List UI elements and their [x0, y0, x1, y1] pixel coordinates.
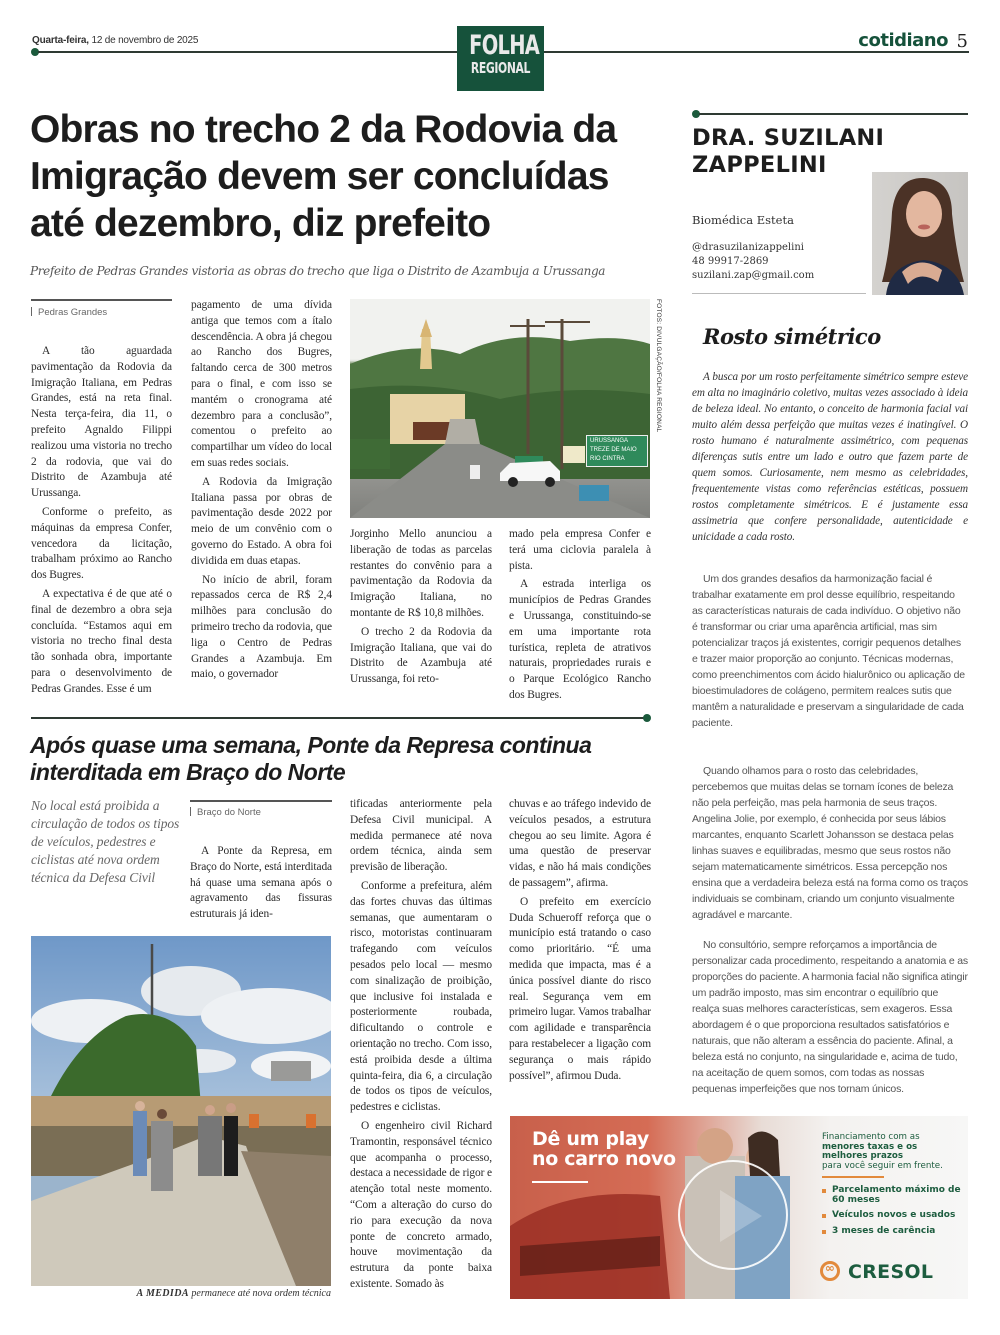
folha-regional-logo[interactable] [457, 26, 544, 91]
cresol-logo[interactable] [820, 1261, 933, 1283]
ad-headline-1: Dê um play [532, 1128, 649, 1150]
column-body-1 [692, 571, 968, 731]
paragraph: O engenheiro civil Richard Tramontin, responsável técnico que acompanha o processo, destaca a necessidade de rigor e atenção total neste momento. “Com a alteração do curso do rio para execução da nova ponte de concreto armado, houve movimentação da estrutura da ponte baixa existente. Somado às [350, 1119, 492, 1290]
column-title: Rosto simétrico [703, 324, 881, 349]
cresol-symbol-icon [820, 1261, 840, 1281]
paragraph: Um dos grandes desafios da harmonização facial é trabalhar exatamente em prol desse equilíbrio, respeitando as características naturais de cada indivíduo. O objetivo não é transformar ou criar uma aparência artificial, mas sim potencializar traços já existentes, corrigir pequenos detalhes e trazer maior proporção ao conjunto. Técnicas modernas, como preenchimentos com ácido hialurônico ou aplicação de bioestimuladores de colágeno, permitem realces sutis que mantêm a naturalidade e preservam a singularidade de cada paciente. [692, 573, 965, 729]
kicker-bar [190, 807, 191, 816]
paragraph: A Ponte da Represa, em Braço do Norte, está interditada há quase uma semana após o agravamento das fissuras estruturais já iden- [190, 845, 332, 921]
fin-bold-2: melhores prazos [822, 1151, 904, 1161]
logo-line-2: REGIONAL [470, 59, 531, 77]
story1-photo[interactable] [350, 299, 650, 518]
kicker-text: Braço do Norte [197, 807, 261, 818]
story2-kicker-rule [190, 800, 332, 802]
ad-benefit: 3 meses de carência [822, 1227, 964, 1237]
story1-column-3 [350, 527, 492, 691]
story1-subhead: Prefeito de Pedras Grandes vistoria as obras do trecho que liga o Distrito de Azambuja a Urussanga [30, 264, 606, 278]
ad-separator [822, 1176, 884, 1178]
column-lead [692, 369, 968, 545]
paragraph: Quando olhamos para o rosto das celebridades, percebemos que muitas delas se tornam ícones de beleza não pela perfeição, mas pela harmonia de seus traços. Angelina Jolie, por exemplo, é conhecida por seus lábios marcantes, enquanto Scarlett Johansson se destaca pelas linhas suaves e equilibradas, mesmo que seus rostos não sejam matematicamente simétricos. Essa percepção nos ensina que a verdadeira beleza está na forma como os traços individuais se combinam, criando um conjunto visualmente agradável e marcante. [692, 765, 968, 921]
ad-headline-2: no carro novo [532, 1148, 676, 1170]
logo-line-1: FOLHA [469, 30, 540, 61]
story1-kicker-rule [31, 299, 172, 301]
columnist-role: Biomédica Esteta [692, 213, 794, 227]
story2-rule-dot [643, 714, 651, 722]
photo-credit-text: FOTOS: DIVULGAÇÃO/FOLHA REGIONAL [655, 299, 662, 433]
columnist-contact [692, 241, 868, 283]
paragraph: Conforme o prefeito, as máquinas da empresa Confer, vencedora da licitação, trabalham próximo ao Rancho dos Bugres. [31, 505, 172, 582]
edition-date [32, 35, 198, 46]
caption-lead: A MEDIDA [136, 1288, 189, 1299]
sign-urussanga: URUSSANGA [590, 438, 629, 444]
story2-top-rule [31, 717, 645, 719]
cresol-wordmark: CRESOL [848, 1261, 934, 1283]
story1-column-4 [509, 527, 651, 707]
paragraph: tificadas anteriormente pela Defesa Civil municipal. A medida permanece até nova ordem técnica, ainda sem previsão de liberação. [350, 798, 492, 874]
ad-headline [532, 1129, 676, 1169]
paragraph: A tão aguardada pavimentação da Rodovia da Imigração Italiana, em Pedras Grandes, está na reta final. Nesta terça-feira, dia 11, o prefeito Agnaldo Filippi realizou uma vistoria no trecho 2 da rodovia, que vai do Distrito de Azambuja até Urussanga. [31, 345, 172, 500]
paragraph: A Rodovia da Imigração Italiana passa por obras de pavimentação desde 2022 por meio de um convênio com o governo do Estado. A obra foi dividida em duas etapas. [191, 475, 332, 567]
paragraph: No consultório, sempre reforçamos a importância de personalizar cada procedimento, respeitando a anatomia e as proporções do paciente. A harmonia facial não significa atingir um padrão imposto, mas sim encontrar o equilíbrio que realça suas melhores características, sem exageros. Essa abordagem é o que proporciona resultados satisfatórios e naturais, que não alteram a essência do paciente. Afinal, a beleza está no conjunto, na singularidade e, acima de tudo, na aceitação de quem somos, com todas as nossas pequenas imperfeições que nos tornam únicos. [692, 939, 968, 1095]
paragraph: No início de abril, foram repassados cerca de R$ 2,4 milhões para conclusão do primeiro trecho da rodovia, que liga o Centro de Pedras Grandes a Azambuja. Em maio, o governador [191, 573, 332, 681]
kicker-bar [31, 307, 32, 316]
column-top-rule [699, 113, 968, 115]
paragraph: pagamento de uma dívida antiga que temos com a ítalo descendência. A obra já chegou ao Rancho dos Bugres, faltando cerca de 300 metros para o final, e com isso se mantém o cronograma até dezembro para a conclusão”, comentou o prefeito ao compartilhar um vídeo do local em suas redes sociais. [191, 299, 332, 469]
fin-line-1: Financiamento com as [822, 1132, 920, 1142]
columnist-portrait[interactable] [872, 172, 968, 295]
section-name: cotidiano [858, 30, 948, 51]
header-rule-right [544, 51, 969, 53]
story2-column-4 [509, 797, 651, 1087]
page-number: 5 [956, 31, 968, 52]
weekday: Quarta-feira, [32, 35, 89, 46]
story2-kicker [190, 807, 261, 818]
caption-rest: permanece até nova ordem técnica [188, 1288, 331, 1299]
fin-bold-1: menores taxas e os [822, 1141, 918, 1152]
bridge-scene-illustration [31, 936, 331, 1286]
sign-treze: TREZE DE MAIO [590, 447, 637, 453]
contact-rule [692, 293, 866, 294]
story1-kicker [31, 307, 107, 318]
story2-column-2 [190, 844, 332, 926]
column-body-3 [692, 937, 968, 1097]
play-button-icon[interactable] [678, 1160, 788, 1270]
ad-benefit: Parcelamento máximo de 60 meses [822, 1186, 964, 1205]
story1-column-1 [31, 344, 172, 701]
cresol-ad-banner[interactable] [510, 1116, 968, 1299]
story2-pullquote: No local está proibida a circulação de todos os tipos de veículos, pedestres e ciclistas até nova ordem técnica da Defesa Civil [31, 798, 180, 885]
instagram-handle[interactable]: @drasuzilanizappelini [692, 242, 804, 253]
ad-benefit: Veículos novos e usados [822, 1211, 964, 1221]
paragraph: mado pela empresa Confer e terá uma ciclovia paralela à pista. [509, 528, 651, 572]
lead-paragraph: A busca por um rosto perfeitamente simétrico sempre esteve em alta no imaginário coletivo, muitas vezes associado à ideia de beleza ideal. No entanto, o conceito de harmonia facial vai muito além dessa perfeição que muitas vezes é inatingível. O rosto humano é naturalmente assimétrico, com pequenas diferenças sutis entre um lado e outro que fazem parte de quem somos. Curiosamente, nem mesmo as celebridades, frequentemente vistas como referências estéticas, possuem rostos completamente simétricos. E é justamente essa assimetria que confere personalidade, autenticidade e unicidade a cada rosto. [692, 371, 968, 543]
paragraph: A expectativa é de que até o final de dezembro a obra seja concluída. “Estamos aqui em vistoria no trecho final desta tão sonhada obra, importante para o desenvolvimento de Pedras Grandes. Esse é um [31, 587, 172, 695]
story2-photo-caption [31, 1288, 331, 1299]
story2-headline: Após quase uma semana, Ponte da Represa continua interditada em Braço do Norte [30, 732, 592, 785]
paragraph: chuvas e ao tráfego indevido de veículos pesados, a estrutura chegou ao seu limite. Agora é uma questão de preservar vidas, e não há mais condições de passagem”, afirma. [509, 798, 651, 889]
header-rule-left [38, 51, 457, 53]
kicker-text: Pedras Grandes [38, 307, 108, 318]
church-road-illustration [350, 299, 650, 518]
columnist-name: DRA. SUZILANI ZAPPELINI [692, 125, 885, 178]
urussanga-sign [586, 435, 648, 467]
portrait-illustration [872, 172, 968, 295]
ad-benefits-list [822, 1186, 964, 1242]
sign-rio: RIO CINTRA [590, 456, 625, 462]
paragraph: A estrada interliga os municípios de Pedras Grandes e Urussanga, constituindo-se em uma importante rota turística, repleta de atrativos naturais, propriedades rurais e o Parque Ecológico Rancho dos Bugres. [509, 578, 651, 701]
paragraph: O trecho 2 da Rodovia da Imigração Italiana, que vai do Distrito de Azambuja até Urussanga, foi reto- [350, 625, 492, 686]
date-text: 12 de novembro de 2025 [91, 35, 199, 46]
column-body-2 [692, 763, 968, 923]
paragraph: Jorginho Mello anunciou a liberação de todas as parcelas restantes do convênio para a pavimentação da Rodovia da Imigração Italiana, no montante de R$ 10,8 milhões. [350, 528, 492, 619]
story2-column-3 [350, 797, 492, 1296]
phone-number[interactable]: 48 99917-2869 [692, 256, 769, 267]
photo-credit [651, 299, 663, 519]
email-address[interactable]: suzilani.zap@gmail.com [692, 270, 815, 281]
story2-photo[interactable] [31, 936, 331, 1286]
story1-column-2 [191, 298, 332, 686]
paragraph: Conforme a prefeitura, além das fortes chuvas das últimas semanas, que aumentaram o risco, motoristas continuaram trafegando com veículos pesados pelo local — mesmo com sinalização de proibição, que inclusive foi instalada e posteriormente roubada, dificultando o controle e orientação no trecho. Com isso, está proibida desde a última quinta-feira, dia 6, a circulação de todos os tipos de veículos, pedestres e ciclistas. [350, 879, 492, 1114]
paragraph: O prefeito em exercício Duda Schueroff reforça que o município está tratando o caso como prioritário. “É uma medida que impacta, mas é a única possível diante do risco real. Segurança vem em primeiro lugar. Vamos trabalhar com agilidade e transparência para restabelecer a ligação com segurança o mais rápido possível”, afirmou Duda. [509, 895, 651, 1082]
ad-headline-rule [532, 1181, 588, 1183]
ad-financing-text [822, 1133, 964, 1171]
fin-line-4: para você seguir em frente. [822, 1160, 943, 1171]
story1-headline: Obras no trecho 2 da Rodovia da Imigração devem ser concluídas até dezembro, diz prefeito [30, 108, 617, 245]
